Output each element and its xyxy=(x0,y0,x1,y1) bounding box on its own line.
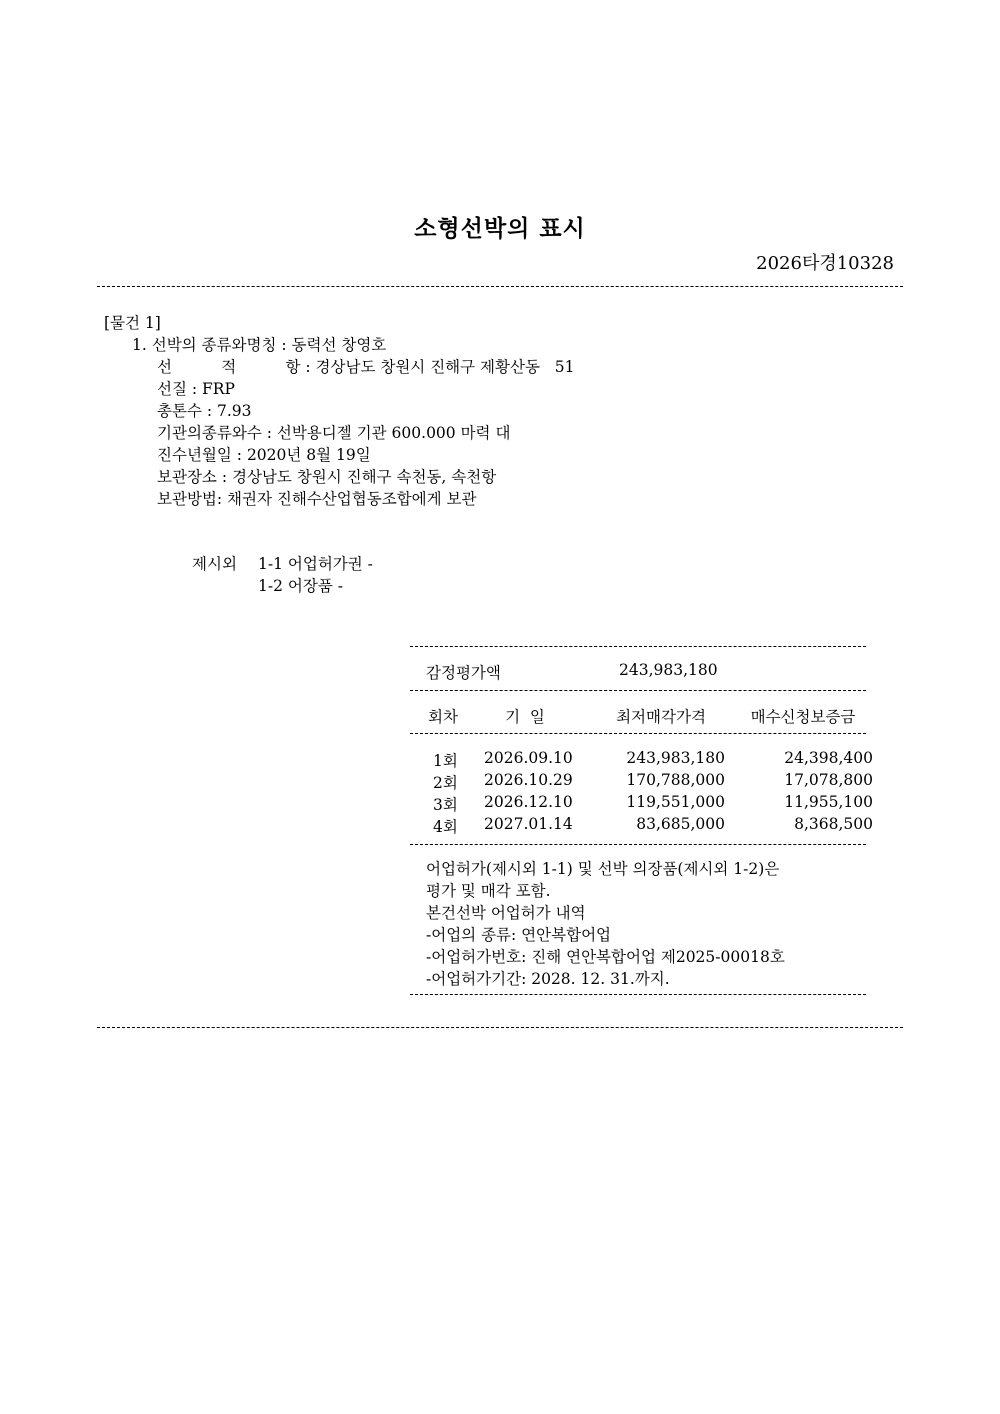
note-line: -어업허가기간: 2028. 12. 31.까지. xyxy=(426,970,670,988)
box-divider xyxy=(410,733,866,734)
min-price-cell: 83,685,000 xyxy=(636,815,725,833)
date-cell: 2026.09.10 xyxy=(484,749,573,767)
round-cell: 2회 xyxy=(433,774,458,792)
header-round: 회차 xyxy=(428,708,458,726)
box-divider xyxy=(410,844,866,845)
box-divider xyxy=(410,646,866,647)
hull-material: 선질 : FRP xyxy=(157,380,235,398)
date-cell: 2026.12.10 xyxy=(484,793,573,811)
case-number: 2026타경10328 xyxy=(756,253,894,274)
header-deposit: 매수신청보증금 xyxy=(750,708,856,726)
appraisal-label: 감정평가액 xyxy=(426,664,501,682)
box-divider xyxy=(410,994,866,995)
min-price-cell: 243,983,180 xyxy=(626,749,725,767)
note-line: 본건선박 어업허가 내역 xyxy=(426,904,586,922)
divider-bottom xyxy=(97,1027,903,1028)
storage-method: 보관방법: 채권자 진해수산업협동조합에게 보관 xyxy=(157,490,477,508)
box-divider xyxy=(410,690,866,691)
deposit-cell: 8,368,500 xyxy=(794,815,873,833)
round-cell: 3회 xyxy=(433,796,458,814)
date-cell: 2026.10.29 xyxy=(484,771,573,789)
round-cell: 4회 xyxy=(433,818,458,836)
engine-info: 기관의종류와수 : 선박용디젤 기관 600.000 마력 대 xyxy=(157,424,511,442)
port-of-registry: 선 적 항 : 경상남도 창원시 진해구 제황산동 51 xyxy=(157,358,575,376)
min-price-cell: 119,551,000 xyxy=(626,793,725,811)
header-min-price: 최저매각가격 xyxy=(616,708,706,726)
deposit-cell: 11,955,100 xyxy=(784,793,873,811)
deposit-cell: 24,398,400 xyxy=(784,749,873,767)
page-title: 소형선박의 표시 xyxy=(414,216,586,242)
round-cell: 1회 xyxy=(433,752,458,770)
exclusion-item: 1-2 어장품 - xyxy=(258,577,343,595)
launch-date: 진수년월일 : 2020년 8월 19일 xyxy=(157,446,371,464)
header-date: 기 일 xyxy=(505,708,545,726)
exclusion-item: 1-1 어업허가권 - xyxy=(258,555,373,573)
vessel-type-name: 1. 선박의 종류와명칭 : 동력선 창영호 xyxy=(132,336,387,354)
note-line: 평가 및 매각 포함. xyxy=(426,882,551,900)
deposit-cell: 17,078,800 xyxy=(784,771,873,789)
storage-location: 보관장소 : 경상남도 창원시 진해구 속천동, 속천항 xyxy=(157,468,497,486)
date-cell: 2027.01.14 xyxy=(484,815,573,833)
divider-top xyxy=(97,286,903,287)
note-line: -어업허가번호: 진해 연안복합어업 제2025-00018호 xyxy=(426,948,785,966)
min-price-cell: 170,788,000 xyxy=(626,771,725,789)
item-header: [물건 1] xyxy=(104,314,161,332)
gross-tonnage: 총톤수 : 7.93 xyxy=(157,402,252,420)
appraisal-value: 243,983,180 xyxy=(619,661,718,679)
note-line: -어업의 종류: 연안복합어업 xyxy=(426,926,612,944)
exclusions-label: 제시외 xyxy=(192,555,237,573)
note-line: 어업허가(제시외 1-1) 및 선박 의장품(제시외 1-2)은 xyxy=(426,860,780,878)
